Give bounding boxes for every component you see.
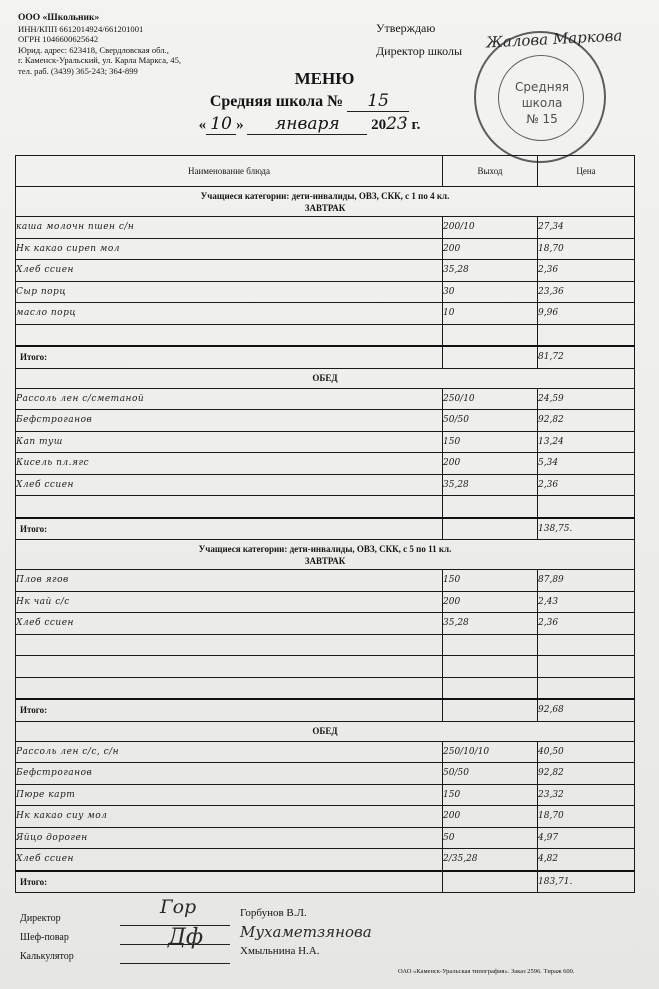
price-cell: 40,50: [538, 741, 635, 763]
yield-cell: 250/10: [443, 388, 538, 410]
category-label: Учащиеся категории: дети-инвалиды, ОВЗ, СКК, с 5 по 11 кл.: [198, 543, 452, 554]
year-suffix: 23: [386, 114, 408, 134]
stamp-line: Средняя: [515, 80, 569, 94]
table-row: [16, 410, 635, 432]
total-label: Итого:: [16, 871, 443, 893]
table-row: [16, 634, 635, 656]
table-row: [16, 281, 635, 303]
yield-cell: 35,28: [443, 474, 538, 496]
price-cell: 18,70: [538, 806, 635, 828]
table-row: [16, 591, 635, 613]
yield-cell: 50/50: [443, 763, 538, 785]
calculator-name: Хмыльнина Н.А.: [240, 945, 320, 957]
year-end: г.: [411, 117, 421, 133]
meal-label: ЗАВТРАК: [304, 555, 346, 566]
year-prefix: 20: [371, 117, 387, 133]
school-number: 15: [347, 91, 409, 112]
yield-cell: 35,28: [443, 260, 538, 282]
dish-name-cell: Хлеб ссиен: [16, 474, 443, 496]
table-row: [16, 474, 635, 496]
yield-cell: [443, 677, 538, 699]
dish-name-cell: Бефстроганов: [16, 410, 443, 432]
table-row: [16, 260, 635, 282]
yield-cell: 150: [443, 431, 538, 453]
dish-name-cell: Яйцо дороген: [16, 827, 443, 849]
yield-cell: 200/10: [443, 217, 538, 239]
category-cell: [16, 540, 635, 570]
org-line: тел. раб. (3439) 365-243; 364-899: [18, 65, 138, 76]
table-row: [16, 431, 635, 453]
date-day: 10: [206, 114, 236, 135]
yield-cell: [443, 656, 538, 678]
table-row: [16, 613, 635, 635]
yield-cell: 150: [443, 784, 538, 806]
signature-role: Директор: [20, 913, 61, 924]
approval-label: Утверждаю: [376, 21, 436, 35]
total-empty-cell: [443, 518, 538, 540]
director-name: Горбунов В.Л.: [240, 907, 307, 919]
meal-label: ЗАВТРАК: [304, 202, 346, 213]
table-row: [16, 677, 635, 699]
yield-cell: 50: [443, 827, 538, 849]
price-cell: 2,36: [538, 260, 635, 282]
org-line: ИНН/КПП 6612014924/661201001: [18, 23, 144, 34]
dish-name-cell: Нк чай с/с: [16, 591, 443, 613]
yield-cell: 30: [443, 281, 538, 303]
column-header-yield: Выход: [443, 156, 538, 187]
yield-cell: 200: [443, 806, 538, 828]
price-cell: [538, 634, 635, 656]
table-row: [16, 324, 635, 346]
table-row: [16, 656, 635, 678]
org-name: ООО «Школьник»: [18, 13, 100, 23]
price-cell: 92,82: [538, 410, 635, 432]
org-line: ОГРН 1046600625642: [18, 34, 99, 45]
dish-name-cell: [16, 496, 443, 518]
total-label: Итого:: [16, 699, 443, 721]
total-label: Итого:: [16, 518, 443, 540]
table-row: [16, 453, 635, 475]
signature-line: [120, 963, 230, 964]
total-value: 81,72: [538, 346, 635, 368]
table-row: [16, 741, 635, 763]
table-row: [16, 388, 635, 410]
price-cell: 2,43: [538, 591, 635, 613]
price-cell: [538, 324, 635, 346]
approval-position: Директор школы: [376, 44, 463, 58]
dish-name-cell: Хлеб ссиен: [16, 849, 443, 871]
dish-name-cell: [16, 656, 443, 678]
price-cell: 4,82: [538, 849, 635, 871]
price-cell: 13,24: [538, 431, 635, 453]
total-value: 183,71.: [538, 871, 635, 893]
school-line: [0, 91, 639, 112]
category-row: [16, 540, 635, 570]
menu-table: [15, 155, 635, 893]
stamp-line: № 15: [526, 112, 558, 126]
yield-cell: [443, 324, 538, 346]
dish-name-cell: [16, 634, 443, 656]
category-label: Учащиеся категории: дети-инвалиды, ОВЗ, СКК, с 1 по 4 кл.: [200, 190, 450, 201]
dish-name-cell: Кисель пл.ягс: [16, 453, 443, 475]
price-cell: 9,96: [538, 303, 635, 325]
table-row: [16, 763, 635, 785]
dish-name-cell: Рассоль лен с/сметаной: [16, 388, 443, 410]
price-cell: [538, 656, 635, 678]
yield-cell: [443, 634, 538, 656]
price-cell: 18,70: [538, 238, 635, 260]
yield-cell: [443, 496, 538, 518]
yield-cell: 35,28: [443, 613, 538, 635]
table-header-row: [16, 156, 635, 187]
table-row: [16, 827, 635, 849]
yield-cell: 50/50: [443, 410, 538, 432]
chef-name: Мухаметзянова: [240, 923, 372, 941]
column-header-price: Цена: [538, 156, 635, 187]
table-row: [16, 217, 635, 239]
table-row: [16, 849, 635, 871]
table-row: [16, 806, 635, 828]
meal-label: ОБЕД: [16, 721, 635, 741]
approval-block: [376, 21, 463, 58]
price-cell: [538, 496, 635, 518]
dish-name-cell: масло порц: [16, 303, 443, 325]
total-empty-cell: [443, 346, 538, 368]
org-line: г. Каменск-Уральский, ул. Карла Маркса, 45,: [18, 55, 182, 66]
price-cell: 87,89: [538, 570, 635, 592]
signature-roles: [20, 909, 74, 966]
total-row: [16, 346, 635, 368]
price-cell: 24,59: [538, 388, 635, 410]
organization-block: [18, 13, 181, 77]
total-row: [16, 871, 635, 893]
meal-row: [16, 721, 635, 741]
menu-table-body: [16, 156, 635, 893]
dish-name-cell: [16, 677, 443, 699]
price-cell: 23,36: [538, 281, 635, 303]
total-empty-cell: [443, 871, 538, 893]
date-month: января: [247, 114, 367, 135]
signature-role: Калькулятор: [20, 951, 74, 962]
total-empty-cell: [443, 699, 538, 721]
total-value: 138,75.: [538, 518, 635, 540]
table-row: [16, 784, 635, 806]
table-row: [16, 570, 635, 592]
price-cell: 4,97: [538, 827, 635, 849]
price-cell: 23,32: [538, 784, 635, 806]
total-value: 92,68: [538, 699, 635, 721]
price-cell: [538, 677, 635, 699]
dish-name-cell: Рассоль лен с/с, с/н: [16, 741, 443, 763]
category-cell: [16, 187, 635, 217]
table-row: [16, 303, 635, 325]
column-header-dish: Наименование блюда: [16, 156, 443, 187]
page-title: МЕНЮ: [294, 69, 355, 88]
total-label: Итого:: [16, 346, 443, 368]
director-approval-signature: Жалова Маркова: [485, 26, 623, 52]
dish-name-cell: [16, 324, 443, 346]
dish-name-cell: Кап туш: [16, 431, 443, 453]
signature-role: Шеф-повар: [20, 932, 69, 943]
dish-name-cell: Сыр порц: [16, 281, 443, 303]
yield-cell: 200: [443, 453, 538, 475]
org-line: Юрид. адрес: 623418, Свердловская обл.,: [18, 44, 169, 55]
dish-name-cell: Нк какао сиу мол: [16, 806, 443, 828]
chef-signature: Дф: [168, 925, 204, 950]
date-quote-close: »: [236, 117, 244, 133]
yield-cell: 150: [443, 570, 538, 592]
yield-cell: 250/10/10: [443, 741, 538, 763]
dish-name-cell: Хлеб ссиен: [16, 260, 443, 282]
stamp-line: школа: [521, 96, 563, 110]
director-signature: Гор: [160, 896, 197, 918]
table-row: [16, 496, 635, 518]
dish-name-cell: Плов ягов: [16, 570, 443, 592]
dish-name-cell: Бефстроганов: [16, 763, 443, 785]
price-cell: 92,82: [538, 763, 635, 785]
dish-name-cell: Пюре карт: [16, 784, 443, 806]
total-row: [16, 699, 635, 721]
printer-imprint: ОАО «Каменск-Уральская типография». Заказ 2596. Тираж 600.: [398, 968, 575, 975]
date-line: [0, 114, 639, 135]
total-row: [16, 518, 635, 540]
yield-cell: 200: [443, 238, 538, 260]
yield-cell: 200: [443, 591, 538, 613]
price-cell: 5,34: [538, 453, 635, 475]
price-cell: 27,34: [538, 217, 635, 239]
dish-name-cell: Нк какао сиреп мол: [16, 238, 443, 260]
meal-label: ОБЕД: [16, 368, 635, 388]
yield-cell: 2/35,28: [443, 849, 538, 871]
category-row: [16, 187, 635, 217]
date-quote-open: «: [198, 117, 207, 133]
yield-cell: 10: [443, 303, 538, 325]
table-row: [16, 238, 635, 260]
dish-name-cell: Хлеб ссиен: [16, 613, 443, 635]
school-label: Средняя школа №: [209, 93, 344, 110]
price-cell: 2,36: [538, 474, 635, 496]
price-cell: 2,36: [538, 613, 635, 635]
dish-name-cell: каша молочн пшен с/н: [16, 217, 443, 239]
meal-row: [16, 368, 635, 388]
